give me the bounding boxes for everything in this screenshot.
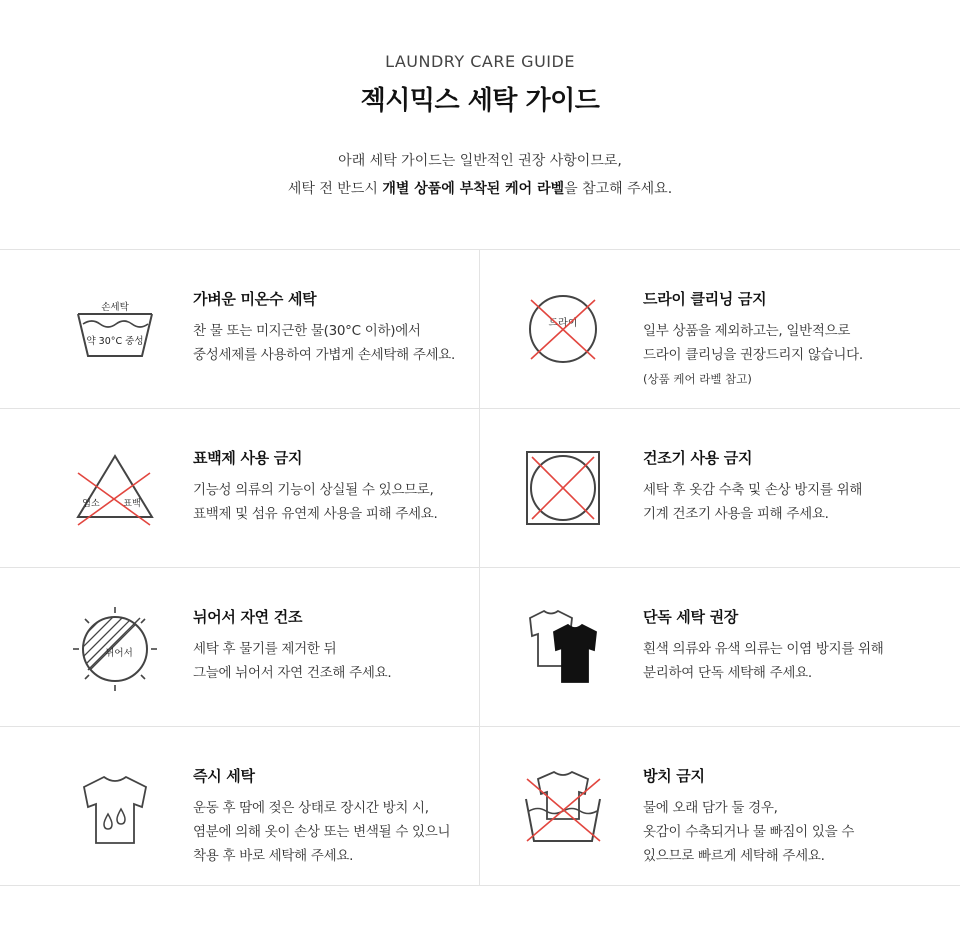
no-dry-clean-icon-label: 드라이 bbox=[548, 318, 578, 329]
care-item-desc: 찬 물 또는 미지근한 물(30°C 이하)에서 중성세제를 사용하여 가볍게 손세탁해 주세요. bbox=[193, 323, 456, 363]
no-leave-soaked-icon bbox=[518, 761, 608, 851]
care-item-desc: 세탁 후 물기를 제거한 뒤 그늘에 뉘어서 자연 건조해 주세요. bbox=[193, 641, 392, 681]
care-row bbox=[0, 727, 960, 886]
no-dry-clean-icon bbox=[518, 284, 608, 374]
care-item-text bbox=[193, 288, 455, 367]
no-bleach-icon bbox=[70, 443, 160, 533]
hand-wash-icon-label-top: 손세탁 bbox=[101, 302, 129, 313]
care-row bbox=[0, 250, 960, 409]
flat-dry-icon-label: 뉘어서 bbox=[105, 648, 133, 659]
care-item-title: 뉘어서 자연 건조 bbox=[193, 608, 303, 626]
care-guide-grid bbox=[0, 249, 960, 886]
care-item-desc: 흰색 의류와 유색 의류는 이염 방지를 위해 분리하여 단독 세탁해 주세요. bbox=[643, 641, 884, 681]
hand-wash-icon-label-bottom: 약 30°C 중성 bbox=[86, 336, 144, 347]
intro-line-2-pre: 세탁 전 반드시 bbox=[287, 181, 383, 197]
care-row bbox=[0, 568, 960, 727]
care-item-desc: 기능성 의류의 기능이 상실될 수 있으므로, 표백제 및 섬유 유연제 사용을 피해 주세요. bbox=[193, 482, 438, 522]
intro-line-2-post: 을 참고해 주세요. bbox=[564, 181, 673, 197]
intro-text bbox=[0, 147, 960, 203]
care-item-title: 방치 금지 bbox=[643, 767, 705, 785]
care-item-separate-wash bbox=[480, 568, 960, 726]
no-bleach-icon-label-left: 염소 bbox=[82, 499, 100, 509]
page-title: 젝시믹스 세탁 가이드 bbox=[360, 86, 600, 116]
care-item-title: 건조기 사용 금지 bbox=[643, 449, 753, 467]
hand-wash-icon bbox=[70, 284, 160, 374]
care-item-text bbox=[643, 765, 854, 868]
care-item-no-bleach bbox=[0, 409, 480, 567]
page-eyebrow: LAUNDRY CARE GUIDE bbox=[385, 52, 575, 71]
care-item-desc: 세탁 후 옷감 수축 및 손상 방지를 위해 기계 건조기 사용을 피해 주세요. bbox=[643, 482, 863, 522]
care-item-wash-immediately bbox=[0, 727, 480, 885]
flat-dry-shade-icon bbox=[70, 602, 160, 692]
care-item-desc: 운동 후 땀에 젖은 상태로 장시간 방치 시, 염분에 의해 옷이 손상 또는 변색될 수 있으니 착용 후 바로 세탁해 주세요. bbox=[193, 800, 451, 864]
sweaty-shirt-icon bbox=[70, 761, 160, 851]
care-item-text bbox=[643, 606, 884, 685]
care-item-no-dry-clean bbox=[480, 250, 960, 408]
intro-line-2 bbox=[0, 175, 960, 203]
care-item-title: 가벼운 미온수 세탁 bbox=[193, 290, 317, 308]
no-bleach-icon-label-right: 표백 bbox=[123, 499, 141, 509]
care-item-text bbox=[193, 447, 438, 526]
separate-wash-icon bbox=[518, 602, 608, 692]
care-item-no-tumble-dry bbox=[480, 409, 960, 567]
care-item-text bbox=[643, 447, 862, 526]
care-item-title: 단독 세탁 권장 bbox=[643, 608, 738, 626]
intro-line-1: 아래 세탁 가이드는 일반적인 권장 사항이므로, bbox=[338, 153, 622, 169]
no-tumble-dry-icon bbox=[518, 443, 608, 533]
care-item-desc: 물에 오래 담가 둘 경우, 옷감이 수축되거나 물 빠짐이 있을 수 있으므로 빠르게 세탁해 주세요. bbox=[643, 800, 855, 864]
care-item-flat-dry-shade bbox=[0, 568, 480, 726]
care-item-title: 표백제 사용 금지 bbox=[193, 449, 303, 467]
care-item-title: 즉시 세탁 bbox=[193, 767, 255, 785]
care-item-no-leave-soaked bbox=[480, 727, 960, 885]
care-item-text bbox=[643, 288, 863, 387]
intro-line-2-bold: 개별 상품에 부착된 케어 라벨 bbox=[382, 181, 565, 197]
care-item-text bbox=[193, 765, 450, 868]
care-row bbox=[0, 409, 960, 568]
care-item-desc: 일부 상품을 제외하고는, 일반적으로 드라이 클리닝을 권장드리지 않습니다. bbox=[643, 323, 863, 363]
care-item-hand-wash bbox=[0, 250, 480, 408]
care-item-note: (상품 케어 라벨 참고) bbox=[643, 372, 752, 386]
care-item-text bbox=[193, 606, 391, 685]
care-item-title: 드라이 클리닝 금지 bbox=[643, 290, 767, 308]
